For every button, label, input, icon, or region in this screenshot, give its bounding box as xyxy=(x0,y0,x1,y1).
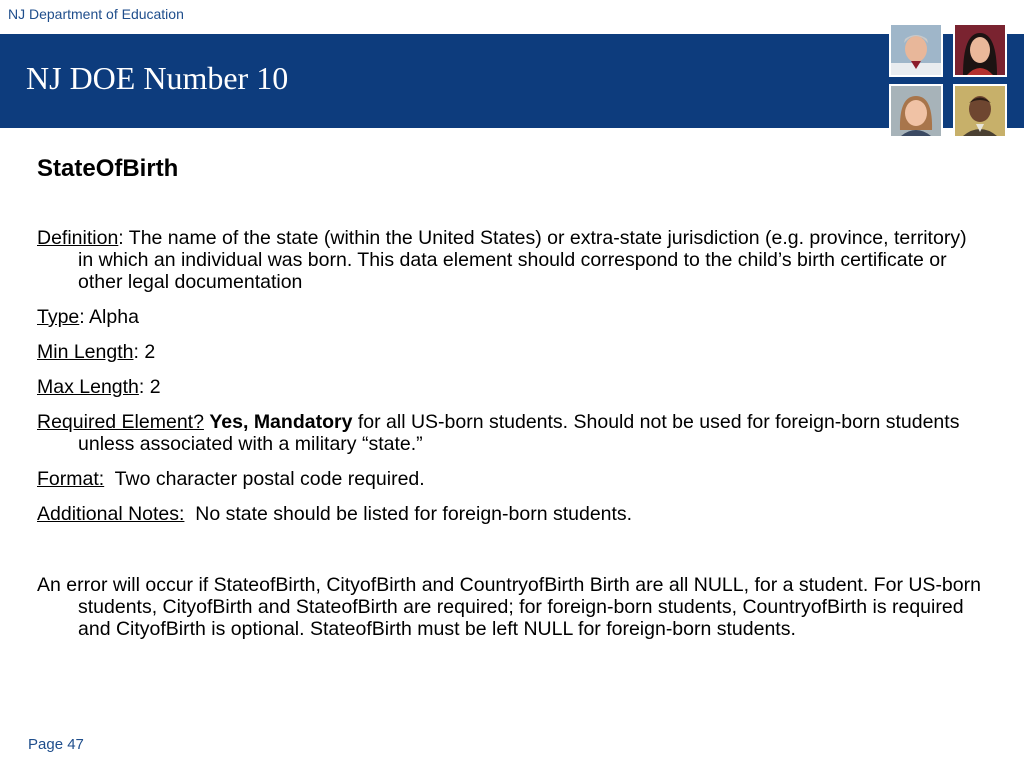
required-value: Yes, Mandatory xyxy=(209,411,353,433)
min-length-paragraph xyxy=(37,341,987,363)
slide-content xyxy=(37,155,987,640)
max-length-value: : 2 xyxy=(138,376,161,398)
type-value: : Alpha xyxy=(79,306,139,328)
definition-text: : The name of the state (within the United States) or extra-state jurisdiction (e.g. province, territory) in which an individual was born. This data element should correspond to the child’s birth certificate or other legal documentation xyxy=(78,227,967,293)
slide-title: NJ DOE Number 10 xyxy=(26,60,289,96)
page-number: Page 47 xyxy=(28,736,84,753)
min-length-label: Min Length xyxy=(37,341,134,363)
required-text: for all US-born students. Should not be used for foreign-born students unless associated with a military “state.” xyxy=(78,411,960,455)
notes-paragraph xyxy=(37,503,987,525)
max-length-paragraph xyxy=(37,376,987,398)
max-length-label: Max Length xyxy=(37,376,139,398)
photo-woman-light-hair xyxy=(889,84,943,138)
format-paragraph xyxy=(37,468,987,490)
required-paragraph xyxy=(37,411,987,455)
photo-man-dark-skin xyxy=(953,84,1007,138)
min-length-value: : 2 xyxy=(133,341,156,363)
type-paragraph xyxy=(37,306,987,328)
error-note-paragraph: An error will occur if StateofBirth, CityofBirth and CountryofBirth Birth are all NULL, for a student. For US-born students, CityofBirth and StateofBirth are required; for foreign-born students, CountryofBirth is required and CityofBirth is optional. StateofBirth must be left NULL for foreign-born students. xyxy=(37,574,981,640)
definition-label: Definition xyxy=(37,227,119,249)
format-value: Two character postal code required. xyxy=(104,468,425,490)
type-label: Type xyxy=(37,306,80,328)
field-heading: StateOfBirth xyxy=(37,155,179,182)
notes-value: No state should be listed for foreign-born students. xyxy=(184,503,633,525)
title-banner xyxy=(0,34,1024,128)
definition-paragraph xyxy=(37,227,987,293)
org-name: NJ Department of Education xyxy=(8,6,184,22)
required-label: Required Element? xyxy=(37,411,204,433)
photo-woman-dark-hair xyxy=(953,23,1007,77)
format-label: Format: xyxy=(37,468,105,490)
notes-label: Additional Notes: xyxy=(37,503,185,525)
photo-man-gray-hair xyxy=(889,23,943,77)
